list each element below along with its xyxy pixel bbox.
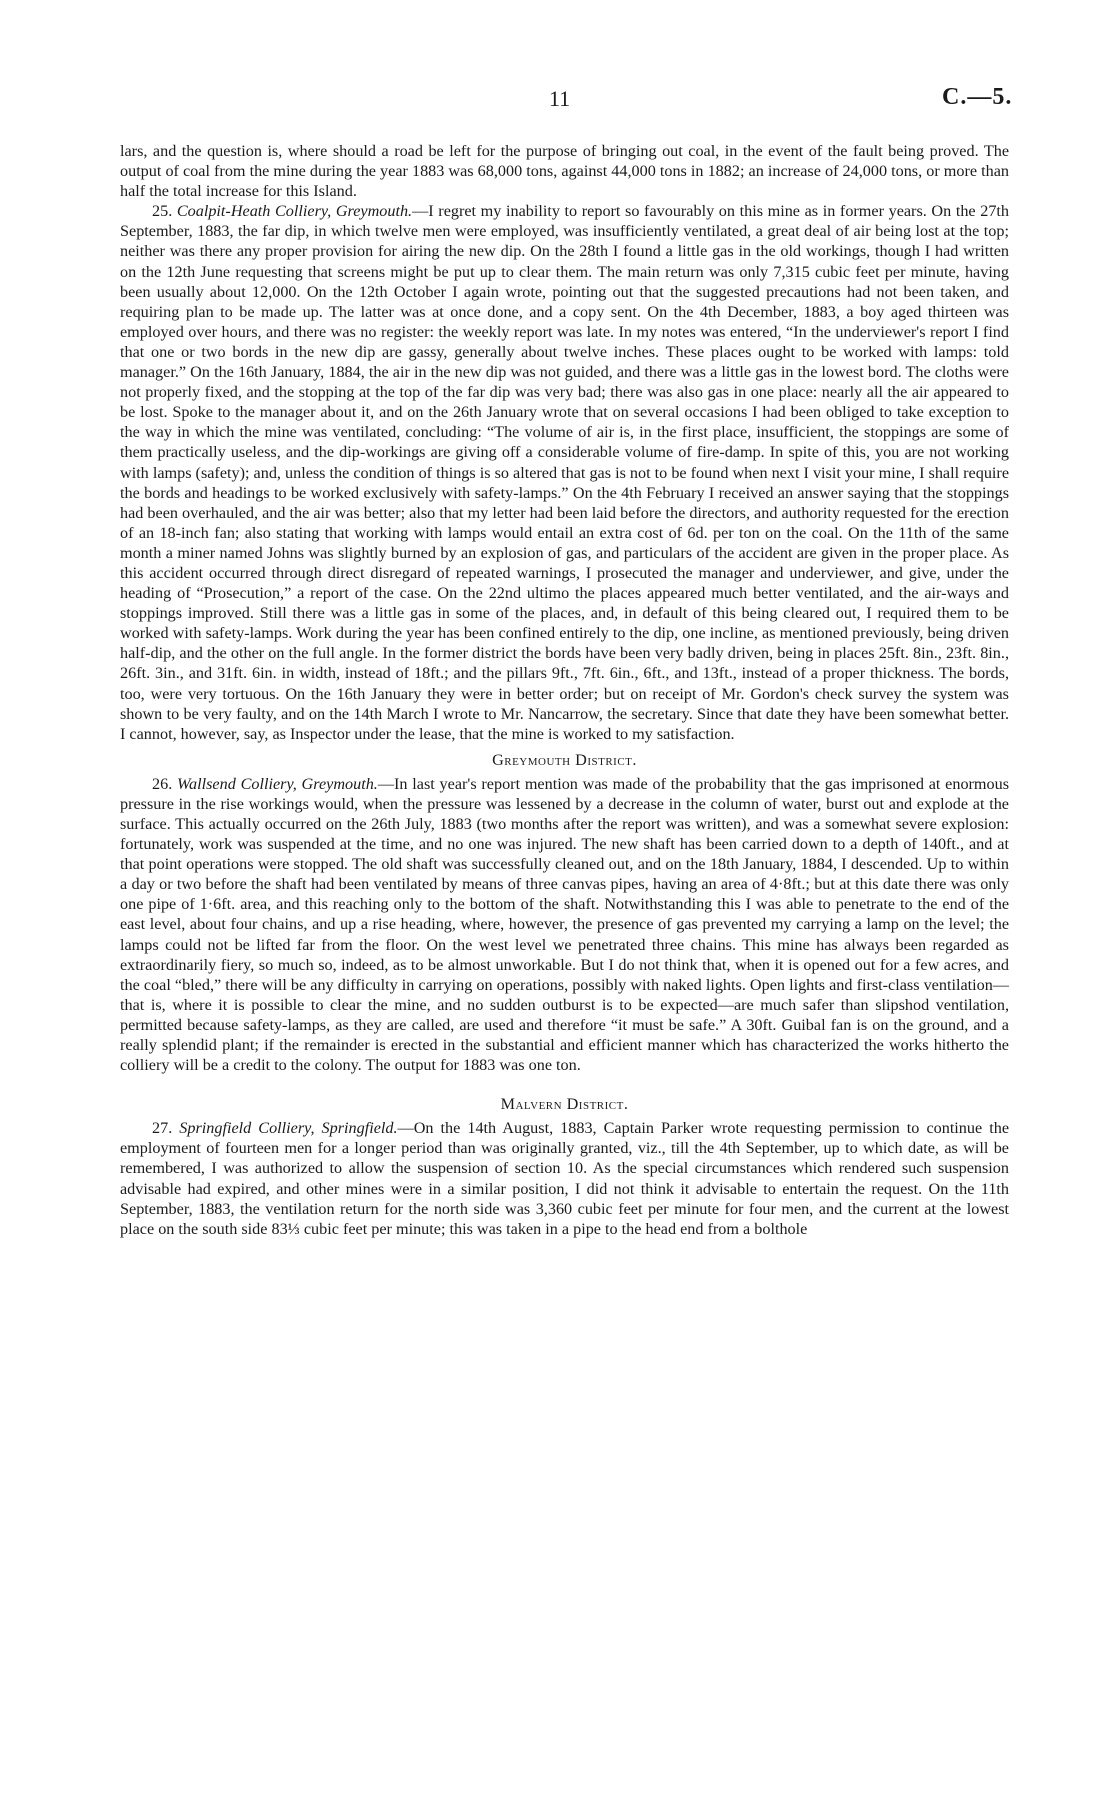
paragraph-26 (120, 774, 1009, 1075)
colliery-title: Springfield Colliery, Springfield. (179, 1119, 398, 1138)
paragraph-25 (120, 201, 1009, 744)
paragraph-number: 27. (152, 1119, 173, 1138)
paragraph-body: —I regret my inability to report so favourably on this mine as in former years. On the 27th September, 1883, the far dip, in which twelve men were employed, was insufficiently ventilated, a great deal of air being lost at the top; neither was there any proper provision for airing the new dip. On the 28th I found a little gas in the old workings, though I had written on the 12th June requesting that screens might be put up to clear them. The main return was only 7,315 cubic feet per minute, having been usually about 12,000. On the 12th October I again wrote, pointing out that the suggested precautions had not been taken, and requiring plan to be made up. The latter was at once done, and a copy sent. On the 4th December, 1883, a boy aged thirteen was employed over hours, and there was no register: the weekly report was late. In my notes was entered, “In the underviewer's report I find that one or two bords in the new dip are gassy, generally about twelve inches. These places ought to be worked with lamps: told manager.” On the 16th January, 1884, the air in the new dip was not guided, and there was a little gas in the lowest bord. The cloths were not properly fixed, and the stopping at the top of the far dip was very bad; there was also gas in one place: nearly all the air appeared to be lost. Spoke to the manager about it, and on the 26th January wrote that on several occasions I had been obliged to take exception to the way in which the mine was ventilated, concluding: “The volume of air is, in the first place, insufficient, the stoppings are some of them practically useless, and the dip-workings are giving off a considerable volume of fire-damp. In spite of this, you are not working with lamps (safety); and, unless the condition of things is so altered that gas is not to be found when next I visit your mine, I shall require the bords and headings to be worked exclusively with safety-lamps.” On the 4th February I received an answer saying that the stoppings had been overhauled, and the air was better; also that my letter had been laid before the directors, and authority requested for the erection of an 18-inch fan; also stating that working with lamps would entail an extra cost of 6d. per ton on the coal. On the 11th of the same month a miner named Johns was slightly burned by an explosion of gas, and particulars of the accident are given in the proper place. As this accident occurred through direct disregard of repeated warnings, I prosecuted the manager and underviewer, and give, under the heading of “Prosecution,” a report of the case. On the 22nd ultimo the places appeared much better ventilated, and the air-ways and stoppings improved. Still there was a little gas in some of the places, and, in default of this being cleared out, I required them to be worked with safety-lamps. Work during the year has been confined entirely to the dip, one incline, as mentioned previously, being driven half-dip, and the other on the full angle. In the former district the bords have been very badly driven, being in places 25ft. 8in., 23ft. 8in., 26ft. 3in., and 31ft. 6in. in width, instead of 18ft.; and the pillars 9ft., 7ft. 6in., 6ft., and 13ft., instead of a proper thickness. The bords, too, were very tortuous. On the 16th January they were in better order; but on receipt of Mr. Gordon's check survey the system was shown to be very faulty, and on the 14th March I wrote to Mr. Nancarrow, the secretary. Since that date they have been somewhat better. I cannot, however, say, as Inspector under the lease, that the mine is worked to my satisfaction. (120, 202, 1010, 743)
colliery-title: Wallsend Colliery, Greymouth. (177, 774, 378, 793)
colliery-title: Coalpit-Heath Colliery, Greymouth. (176, 202, 413, 221)
paragraph-number: 26. (152, 774, 173, 793)
section-heading-greymouth: Greymouth District. (492, 750, 637, 769)
body-text (120, 141, 1009, 1239)
paragraph-body: —On the 14th August, 1883, Captain Parker wrote requesting permission to continue the employment of fourteen men for a longer period than was originally granted, viz., till the 4th September, up to which date, as will be remembered, I was authorized to allow the suspension of section 10. As the special circumstances which rendered such suspension advisable had expired, and other mines were in a similar position, I did not think it advisable to entertain the request. On the 11th September, 1883, the ventilation return for the north side was 3,360 cubic feet per minute for four men, and the current at the lowest place on the south side 83⅓ cubic feet per minute; this was taken in a pipe to the head end from a bolthole (120, 1119, 1010, 1238)
paragraph-number: 25. (152, 202, 173, 221)
paragraph-body: —In last year's report mention was made of the probability that the gas imprisoned at enormous pressure in the rise workings would, when the pressure was lessened by a decrease in the column of water, burst out and explode at the surface. This actually occurred on the 26th July, 1883 (two months after the report was written), and was a somewhat severe explosion: fortunately, work was suspended at the time, and no one was injured. The new shaft has been carried down to a depth of 140ft., and at that point operations were stopped. The old shaft was successfully cleaned out, and on the 18th January, 1884, I descended. Up to within a day or two before the shaft had been ventilated by means of three canvas pipes, having an area of 4·8ft.; but at this date there was only one pipe of 1·6ft. area, and this reaching only to the bottom of the shaft. Notwithstanding this I was able to penetrate to the end of the east level, about four chains, and up a rise heading, where, however, the presence of gas prevented my carrying a lamp on the level; the lamps could not be lifted far from the floor. On the west level we penetrated three chains. This mine has always been regarded as extraordinarily fiery, so much so, indeed, as to be almost unworkable. But I do not think that, when it is opened out for a few acres, and the coal “bled,” there will be any difficulty in carrying on operations, possibly with naked lights. Open lights and first-class ventilation—that is, where it is possible to clear the mine, and no sudden outburst is to be expected—are much safer than slipshod ventilation, permitted because safety-lamps, as they are called, are used and therefore “it must be safe.” A 30ft. Guibal fan is on the ground, and a really splendid plant; if the remainder is erected in the substantial and efficient manner which has characterized the works hitherto the colliery will be a credit to the colony. The output for 1883 was one ton. (120, 774, 1010, 1075)
section-heading-malvern: Malvern District. (500, 1095, 629, 1114)
page-reference: C.—5. (942, 84, 1013, 110)
paragraph-27 (120, 1118, 1009, 1239)
page-number: 11 (549, 86, 571, 111)
paragraph-24-continuation: lars, and the question is, where should a road be left for the purpose of bringing out coal, in the event of the fault being proved. The output of coal from the mine during the year 1883 was 68,000 tons, against 44,000 tons in 1882; an increase of 24,000 tons, or more than half the total increase for this Island. (120, 142, 1009, 201)
